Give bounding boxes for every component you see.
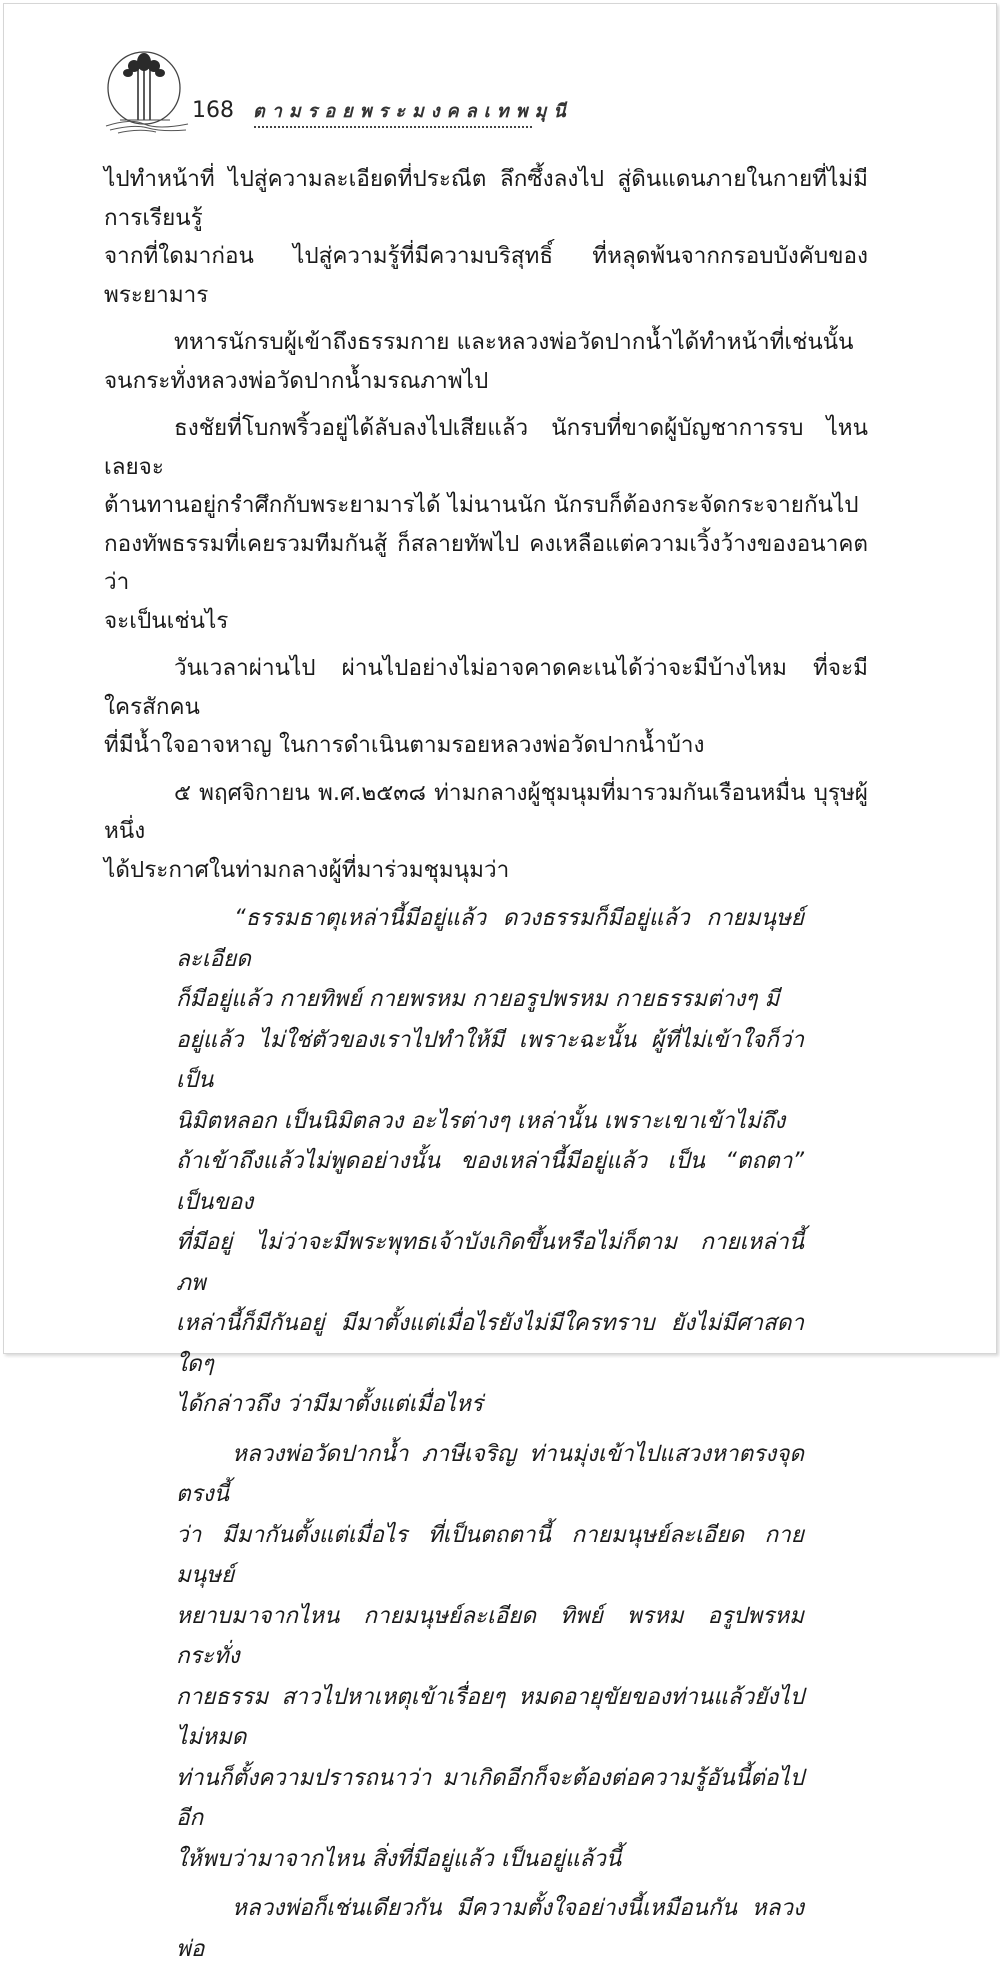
body-paragraph: ไปทำหน้าที่ ไปสู่ความละเอียดที่ประณีต ลึกซึ้งลงไป สู่ดินแดนภายในกายที่ไม่มีการเรียนรู้ จากที่ใดมาก่อน ไปสู่ความรู้ที่มีความบริสุทธิ์ ที่หลุดพ้นจากกรอบบังคับของพระยามาร bbox=[104, 166, 868, 308]
body-paragraph: ๕ พฤศจิกายน พ.ศ.๒๕๓๘ ท่ามกลางผู้ชุมนุมที่มารวมกันเรือนหมื่น บุรุษผู้หนึ่ง ได้ประกาศในท่ามกลางผู้ที่มาร่วมชุมนุมว่า bbox=[104, 779, 868, 883]
body-paragraph: ธงชัยที่โบกพริ้วอยู่ได้ลับลงไปเสียแล้ว นักรบที่ขาดผู้บัญชาการรบ ไหนเลยจะ ต้านทานอยู่กรำศึกกับพระยามารได้ ไม่นานนัก นักรบก็ต้องกระจัดกระจายกันไป กองทัพธรรมที่เคยรวมทีมกันสู้ ก็สลายทัพไป คงเหลือแต่ความเวิ้งว้างของอนาคตว่า จะเป็นเช่นไร bbox=[104, 415, 868, 634]
lotus-sun-logo-icon bbox=[100, 40, 196, 136]
quote-paragraph: หลวงพ่อวัดปากน้ำ ภาษีเจริญ ท่านมุ่งเข้าไปแสวงหาตรงจุดตรงนี้ ว่า มีมากันตั้งแต่เมื่อไร ที่เป็นตถตานี้ กายมนุษย์ละเอียด กายมนุษย์ หยาบมาจากไหน กายมนุษย์ละเอียด ทิพย์ พรหม อรูปพรหม กระทั่ง กายธรรม สาวไปหาเหตุเข้าเรื่อยๆ หมดอายุขัยของท่านแล้วยังไปไม่หมด ท่านก็ตั้งความปรารถนาว่า มาเกิดอีกก็จะต้องต่อความรู้อันนี้ต่อไปอีก ให้พบว่ามาจากไหน สิ่งที่มีอยู่แล้ว เป็นอยู่แล้วนี้ bbox=[176, 1440, 804, 1872]
running-title: ตามรอยพระมงคลเทพมุนี bbox=[253, 101, 573, 122]
quote-paragraph: “ธรรมธาตุเหล่านี้มีอยู่แล้ว ดวงธรรมก็มีอยู่แล้ว กายมนุษย์ละเอียด ก็มีอยู่แล้ว กายทิพย์ กายพรหม กายอรูปพรหม กายธรรมต่างๆ มี อยู่แล้ว ไม่ใช่ตัวของเราไปทำให้มี เพราะฉะนั้น ผู้ที่ไม่เข้าใจก็ว่า เป็น นิมิตหลอก เป็นนิมิตลวง อะไรต่างๆ เหล่านั้น เพราะเขาเข้าไม่ถึง ถ้าเข้าถึงแล้วไม่พูดอย่างนั้น ของเหล่านี้มีอยู่แล้ว เป็น “ตถตา” เป็นของ ที่มีอยู่ ไม่ว่าจะมีพระพุทธเจ้าบังเกิดขึ้นหรือไม่ก็ตาม กายเหล่านี้ ภพ เหล่านี้ก็มีกันอยู่ มีมาตั้งแต่เมื่อไรยังไม่มีใครทราบ ยังไม่มีศาสดาใดๆ ได้กล่าวถึง ว่ามีมาตั้งแต่เมื่อไหร่ bbox=[176, 905, 804, 1417]
quotation-block bbox=[176, 898, 804, 1969]
quote-paragraph: หลวงพ่อก็เช่นเดียวกัน มีความตั้งใจอย่างนี้เหมือนกัน หลวงพ่อ bbox=[176, 1895, 804, 1962]
page-header bbox=[100, 40, 573, 140]
title-dotted-rule bbox=[254, 126, 532, 128]
body-paragraph: วันเวลาผ่านไป ผ่านไปอย่างไม่อาจคาดคะเนได้ว่าจะมีบ้างไหม ที่จะมีใครสักคน ที่มีน้ำใจอาจหาญ ในการดำเนินตามรอยหลวงพ่อวัดปากน้ำบ้าง bbox=[104, 655, 868, 758]
body-paragraph: ทหารนักรบผู้เข้าถึงธรรมกาย และหลวงพ่อวัดปากน้ำได้ทำหน้าที่เช่นนั้น จนกระทั่งหลวงพ่อวัดปากน้ำมรณภาพไป bbox=[104, 329, 854, 394]
page-body bbox=[104, 160, 868, 1969]
page-number: 168 bbox=[192, 98, 234, 123]
